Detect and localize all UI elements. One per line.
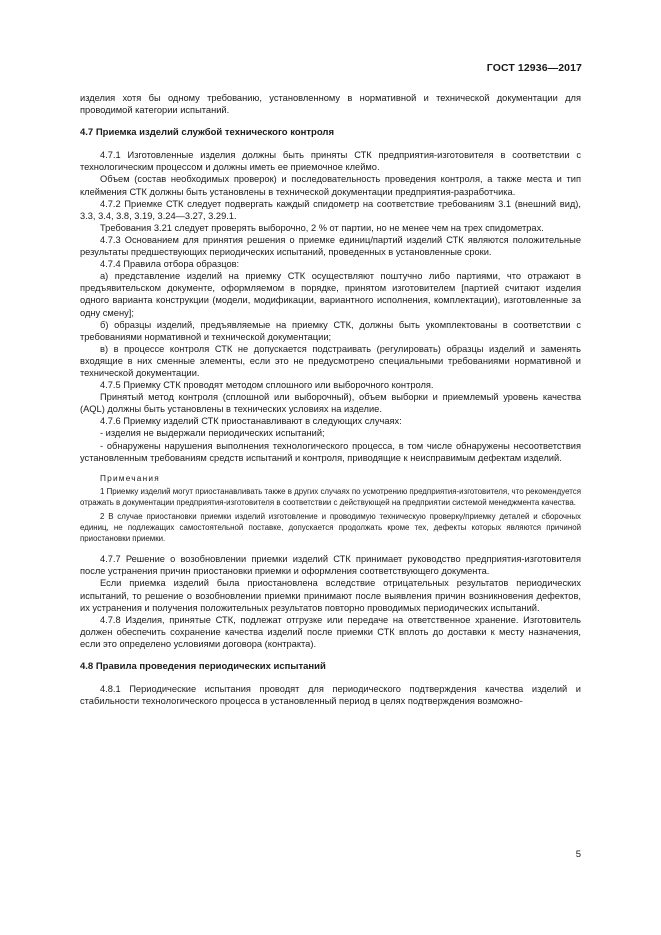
list-item: - обнаружены нарушения выполнения технологического процесса, в том числе обнаружены несоответствия установленным требованиям средств испытаний и контроля, приводящие к неисправимым дефектам изделий.: [80, 440, 581, 463]
page-number: 5: [575, 849, 581, 860]
note-2: 2 В случае приостановки приемки изделий изготовление и проводимую техническую проверку/приемку деталей и сборочных единиц, не подлежащих самостоятельной поставке, допускается продолжать кроме тех, дефекты которых являются причиной приостановки приемки.: [80, 512, 581, 544]
paragraph-4-7-3: 4.7.3 Основанием для принятия решения о приемке единиц/партий изделий СТК являются положительные результаты предшествующих периодических испытаний, проведенных в установленные сроки.: [80, 234, 581, 258]
list-item: - изделия не выдержали периодических испытаний;: [100, 428, 325, 439]
paragraph-4-8-1: 4.8.1 Периодические испытания проводят для периодического подтверждения качества изделий и стабильности технологического процесса в установленный период в целях подтверждения возможно-: [80, 684, 581, 707]
paragraph-4-7-2: 4.7.2 Приемке СТК следует подвергать каждый спидометр на соответствие требованиям 3.1 (внешний вид), 3.3, 3.4, 3.8, 3.19, 3.24—3.27, 3.29.1.: [80, 198, 581, 221]
paragraph-4-7-5-cont: Принятый метод контроля (сплошной или выборочный), объем выборки и приемлемый уровень качества (AQL) должны быть установлены в технических условиях на изделие.: [80, 392, 581, 415]
note-1: 1 Приемку изделий могут приостанавливать также в других случаях по усмотрению предприятия-изготовителя, что рекомендуется отражать в документации предприятия-изготовителя в соответствии с действующей на предприятии системой менеджмента качества.: [80, 486, 581, 507]
notes-title: Примечания: [100, 472, 160, 483]
notes-block: [80, 472, 581, 545]
paragraph-4-7-2-cont: Требования 3.21 следует проверять выборочно, 2 % от партии, но не менее чем на трех спидометрах.: [100, 222, 544, 233]
paragraph-4-7-8: 4.7.8 Изделия, принятые СТК, подлежат отгрузке или передаче на ответственное хранение. Изготовитель должен обеспечить сохранение качества изделий после приемки СТК вплоть до доставки к месту назначения, если это определено условиями договора (контракта).: [80, 614, 581, 649]
paragraph-4-7-4-b: б) образцы изделий, предъявляемые на приемку СТК, должны быть укомплектованы в соответствии с требованиями нормативной и технической документации;: [80, 319, 581, 342]
paragraph-4-7-1: 4.7.1 Изготовленные изделия должны быть приняты СТК предприятия-изготовителя в соответствии с технологическим процессом и должны иметь ее приемочное клеймо.: [80, 150, 581, 173]
paragraph-4-7-7: 4.7.7 Решение о возобновлении приемки изделий СТК принимает руководство предприятия-изготовителя после устранения причин приостановки приемки и оформления соответствующего документа.: [80, 554, 581, 577]
document-body: [80, 92, 581, 707]
section-heading-4-7: 4.7 Приемка изделий службой технического контроля: [80, 127, 334, 139]
paragraph-4-7-4-c: в) в процессе контроля СТК не допускается подстраивать (регулировать) образцы изделий и заменять входящие в них сменные элементы, если это не предусмотрено специальными требованиями нормативной и технической документации.: [80, 343, 581, 378]
paragraph-4-7-7-cont: Если приемка изделий была приостановлена вследствие отрицательных результатов периодических испытаний, то решение о возобновлении приемки принимают после выявления причин возникновения дефектов, их устранения и получения положительных результатов повторно проводимых периодических испытаний.: [80, 578, 581, 613]
paragraph-4-7-1-cont: Объем (состав необходимых проверок) и последовательность проведения контроля, а также места и тип клеймения СТК должны быть установлены в технической документации предприятия-разработчика.: [80, 174, 581, 197]
paragraph-4-7-4-a: а) представление изделий на приемку СТК осуществляют поштучно либо партиями, что отражают в предъявительском документе, оформляемом в порядке, принятом изготовителем [партией считают изделия одного варианта конструкции (модели, модификации, вариантного исполнения, комплектации), изготовленные за одну смену];: [80, 271, 581, 318]
paragraph-4-7-6: 4.7.6 Приемку изделий СТК приостанавливают в следующих случаях:: [100, 416, 402, 427]
paragraph-4-7-4: 4.7.4 Правила отбора образцов:: [100, 259, 240, 270]
section-heading-4-8: 4.8 Правила проведения периодических испытаний: [80, 661, 326, 673]
document-standard-id: ГОСТ 12936—2017: [486, 62, 582, 74]
paragraph-4-7-5: 4.7.5 Приемку СТК проводят методом сплошного или выборочного контроля.: [100, 380, 434, 391]
intro-paragraph: изделия хотя бы одному требованию, установленному в нормативной и технической документации для проводимой категории испытаний.: [80, 93, 581, 116]
